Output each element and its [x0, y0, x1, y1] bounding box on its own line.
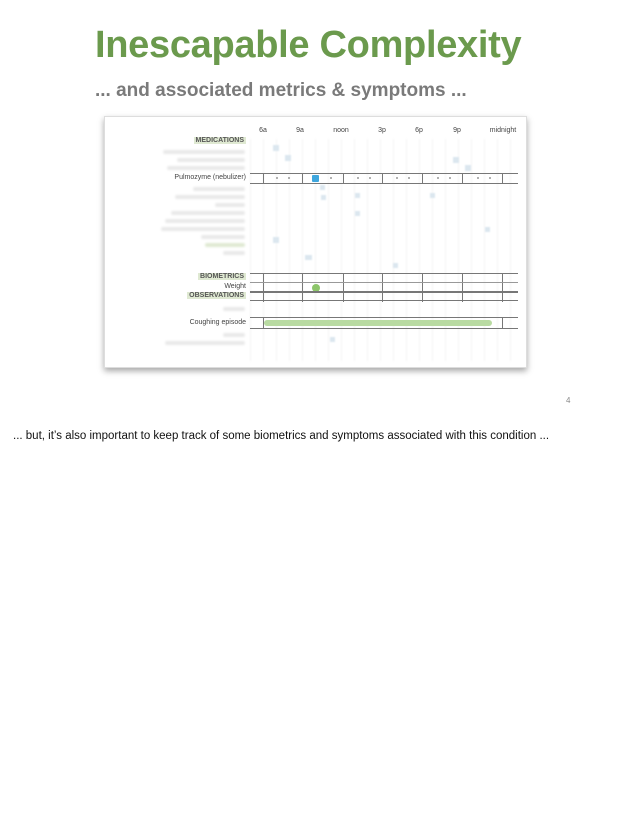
tick-midnight: midnight	[489, 127, 517, 134]
pulmozyme-dose-marker	[312, 175, 319, 182]
observations-row-band	[250, 291, 518, 301]
pulmozyme-row-band	[250, 173, 518, 184]
tick-6p: 6p	[415, 127, 423, 134]
row-label-coughing: Coughing episode	[189, 319, 246, 326]
section-medications: MEDICATIONS	[195, 137, 244, 144]
biometrics-row-band	[250, 273, 518, 293]
row-label-pulmozyme: Pulmozyme (nebulizer)	[174, 174, 246, 181]
speaker-notes: ... but, it’s also important to keep track of some biometrics and symptoms associated with this condition ...	[13, 430, 550, 442]
tick-3p: 3p	[378, 127, 386, 134]
tick-9a: 9a	[296, 127, 304, 134]
tick-6a: 6a	[259, 127, 267, 134]
tick-noon: noon	[333, 127, 349, 134]
tick-9p: 9p	[453, 127, 461, 134]
coughing-episode-bar	[264, 320, 492, 326]
section-biometrics: BIOMETRICS	[200, 273, 244, 280]
timeline-screenshot	[104, 116, 527, 368]
slide-number: 4	[566, 396, 571, 405]
section-observations: OBSERVATIONS	[189, 292, 244, 299]
slide-title: Inescapable Complexity	[95, 24, 522, 66]
coughing-row-band	[250, 317, 518, 329]
row-label-weight: Weight	[224, 283, 246, 290]
slide-subtitle: ... and associated metrics & symptoms ...	[95, 80, 467, 101]
